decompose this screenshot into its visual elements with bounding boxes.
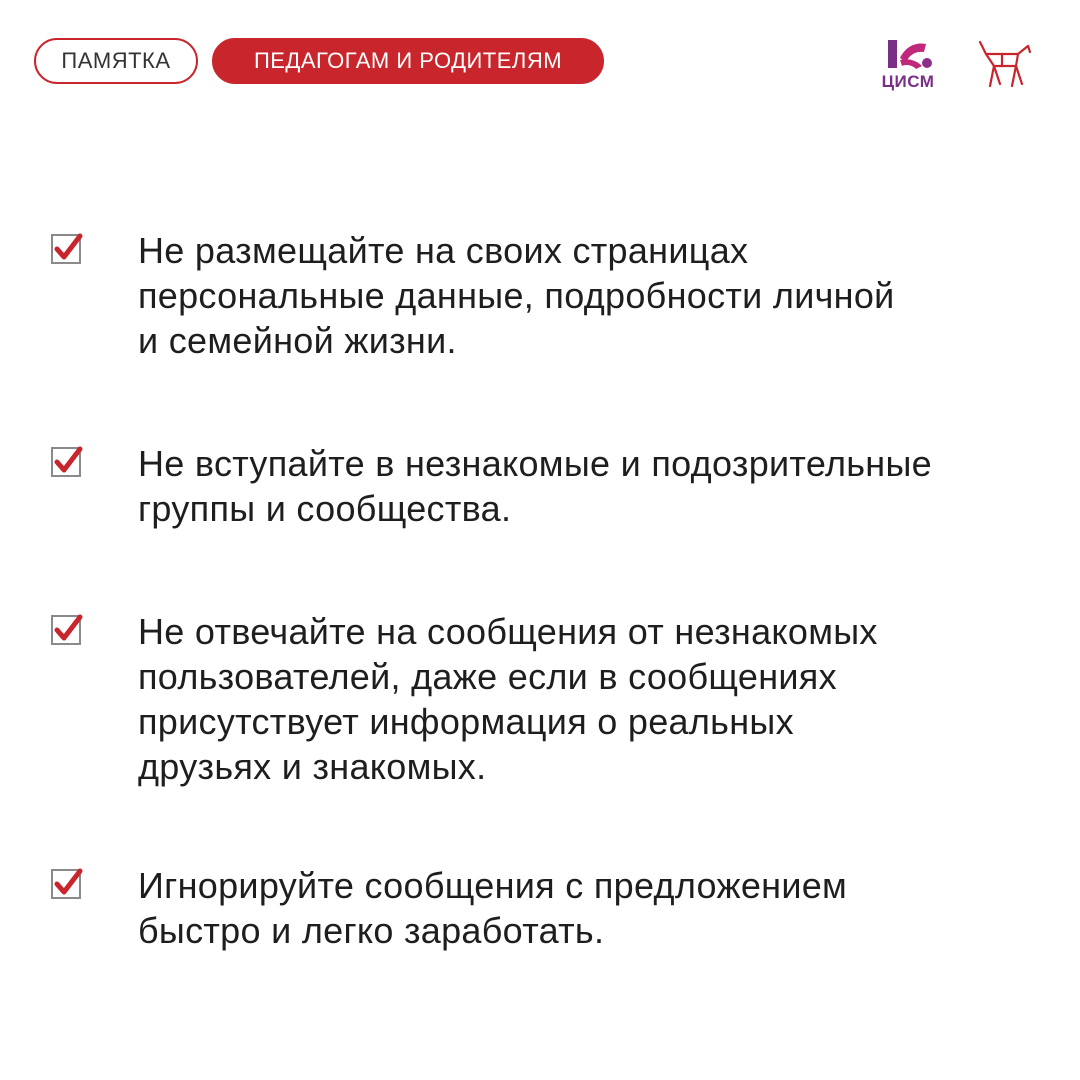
checkbox-checked-icon — [50, 445, 84, 479]
checkbox-checked-icon — [50, 232, 84, 266]
audience-tag: ПЕДАГОГАМ И РОДИТЕЛЯМ — [212, 38, 604, 84]
item-line: Не отвечайте на сообщения от незнакомых — [138, 611, 878, 652]
item-line: друзьях и знакомых. — [138, 746, 487, 787]
item-line: присутствует информация о реальных — [138, 701, 794, 742]
item-line: группы и сообщества. — [138, 488, 512, 529]
item-line: пользователей, даже если в сообщениях — [138, 656, 837, 697]
checkbox-checked-icon — [50, 867, 84, 901]
item-text — [138, 441, 1058, 531]
item-line: быстро и легко заработать. — [138, 910, 605, 951]
item-line: Не размещайте на своих страницах — [138, 230, 749, 271]
item-line: Игнорируйте сообщения с предложением — [138, 865, 848, 906]
item-text — [138, 609, 1058, 789]
item-line: персональные данные, подробности личной — [138, 275, 895, 316]
item-line: и семейной жизни. — [138, 320, 457, 361]
item-line: Не вступайте в незнакомые и подозрительные — [138, 443, 932, 484]
item-text — [138, 228, 1058, 363]
memo-tag: ПАМЯТКА — [34, 38, 198, 84]
checkbox-checked-icon — [50, 613, 84, 647]
item-text — [138, 863, 1058, 953]
cism-logo-text: ЦИСМ — [881, 72, 935, 91]
